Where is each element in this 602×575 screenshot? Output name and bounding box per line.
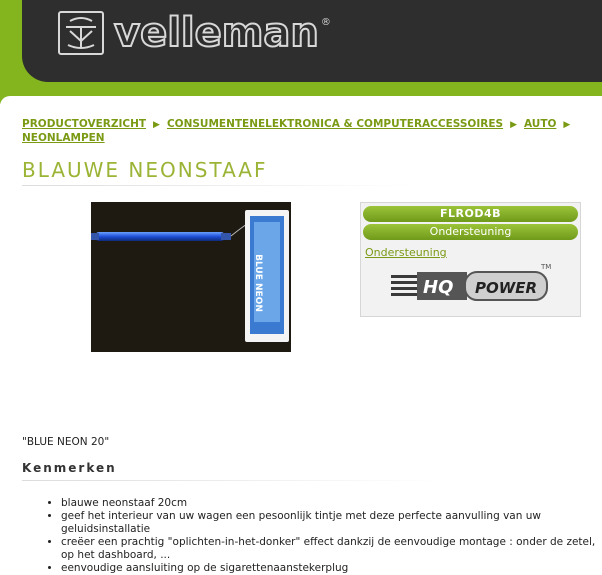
breadcrumb-consumentenelektronica[interactable]: CONSUMENTENELEKTRONICA & COMPUTERACCESSOIRES: [166, 118, 504, 130]
support-link[interactable]: Ondersteuning: [365, 246, 447, 259]
brand-wordmark: velleman: [114, 10, 319, 56]
registered-mark: ®: [320, 17, 331, 28]
header: [22, 0, 602, 82]
title-divider: [22, 185, 412, 186]
chevron-right-icon: ▶: [563, 120, 571, 130]
breadcrumb-neonlampen[interactable]: NEONLAMPEN: [22, 132, 105, 144]
hq-power-logo-left: HQ: [423, 277, 454, 298]
breadcrumb: [22, 118, 582, 145]
hq-power-logo[interactable]: [391, 263, 552, 309]
velleman-logo[interactable]: [58, 11, 331, 55]
breadcrumb-productoverzicht[interactable]: PRODUCTOVERZICHT: [22, 118, 147, 130]
page-title: BLAUWE NEONSTAAF: [22, 158, 268, 182]
chevron-right-icon: ▶: [153, 120, 160, 130]
product-code-badge: FLROD4B: [363, 206, 578, 222]
model-text: "BLUE NEON 20": [22, 436, 110, 448]
hq-power-logo-right: POWER: [475, 279, 538, 297]
list-item: • eenvoudige aansluiting op de sigarettenaanstekerplug: [61, 562, 602, 575]
list-item: • creëer een prachtig "oplichten-in-het-donker" effect dankzij de eenvoudige montage : onder de zetel, op het dashboard, ...: [61, 536, 602, 562]
trademark-label: TM: [541, 263, 552, 271]
features-list: [44, 497, 602, 575]
list-item: • blauwe neonstaaf 20cm: [61, 497, 602, 510]
list-item: • geef het interieur van uw wagen een pesoonlijk tintje met deze perfecte aanvulling van uw geluidsinstallatie: [61, 510, 602, 536]
support-button[interactable]: Ondersteuning: [363, 224, 578, 240]
chevron-right-icon: ▶: [510, 120, 517, 130]
product-image-label: BLUE NEON: [252, 254, 263, 312]
breadcrumb-auto[interactable]: AUTO: [524, 118, 557, 130]
header-divider: [0, 96, 602, 106]
logo-emblem-icon: [58, 11, 104, 55]
features-heading: Kenmerken: [22, 461, 117, 475]
features-divider: [22, 480, 442, 481]
product-info-box: [360, 202, 581, 317]
product-image[interactable]: [91, 202, 291, 352]
